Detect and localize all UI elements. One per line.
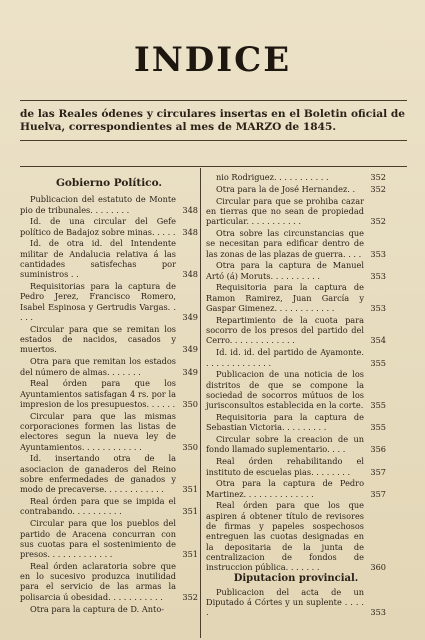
entry-text: Publicacion del acta de un Diputado á Córtes y un suplente . . . . .: [206, 586, 364, 618]
entry-text: Otra sobre las circunstancias que se necesitan para edificar dentro de las zonas de las plazas de guerra. . . .: [206, 227, 364, 259]
index-entry: [206, 456, 386, 477]
right-entry-list: [206, 172, 386, 572]
entry-page-number: 360: [370, 562, 386, 573]
section-heading-diputacion-provincial: Diputacion provincial.: [233, 573, 359, 585]
index-entry: [20, 238, 198, 279]
entry-page-number: 353: [370, 248, 386, 259]
entry-text: Circular para que los pueblos del partido de Aracena concurran con sus cuotas para el sostenimiento de presos. . . . . . . . . . . . .: [20, 518, 176, 560]
index-entry: [20, 561, 198, 602]
index-right-column: [206, 172, 386, 619]
index-entry: [206, 184, 386, 194]
entry-page-number: 355: [370, 422, 386, 433]
index-entry: [206, 412, 386, 433]
index-entry: [20, 411, 198, 452]
entry-text: Requisitoria para la captura de Ramon Ramirez, Juan García y Gaspar Gimenez. . . . . . . . . . . .: [206, 282, 364, 314]
entry-page-number: 353: [370, 607, 386, 618]
entry-page-number: 357: [370, 488, 386, 499]
index-entry: [20, 216, 198, 237]
entry-text: Otra para la de José Hernandez. .: [216, 183, 356, 194]
index-entry: [20, 604, 198, 614]
entry-page-number: 350: [182, 398, 198, 409]
entry-page-number: 348: [182, 204, 198, 215]
index-entry: [206, 347, 386, 368]
entry-page-number: 348: [182, 226, 198, 237]
entry-page-number: 352: [182, 591, 198, 602]
entry-text: Real órden para que los Ayuntamientos satisfagan 4 rs. por la impresion de los presupuestos. . . . . .: [20, 378, 176, 409]
index-entry: [206, 315, 386, 346]
entry-text: Id. id. id. del partido de Ayamonte. . . . . . . . . . . . . .: [206, 347, 364, 368]
entry-text: Circular sobre la creacion de un fondo llamado suplementario. . . .: [206, 434, 364, 455]
entry-page-number: 349: [182, 344, 198, 355]
columns-top-rule: [20, 166, 407, 167]
entry-page-number: 351: [182, 484, 198, 495]
title-rule: [20, 100, 407, 101]
section-heading-gobierno-politico: Gobierno Político.: [55, 177, 163, 189]
index-entry: [206, 587, 386, 618]
entry-page-number: 351: [182, 506, 198, 517]
entry-page-number: 352: [370, 172, 386, 182]
entry-text: Real órden para que los que aspiren á obtener título de revisores de firmas y papeles sospechosos entreguen las cuotas designadas en la depositaria de la junta de centralizacion de fondos de instruccion pública. . . . . . .: [206, 500, 364, 573]
entry-page-number: 356: [370, 444, 386, 455]
entry-text: Real órden aclaratoria sobre que en lo sucesivo produzca inutilidad para el servicio de las armas la polisarcia ú obesidad. . . . . . . . . . .: [20, 560, 176, 602]
entry-text: Real órden rehabilitando el instituto de escuelas pias. . . . . . . .: [206, 456, 364, 477]
index-entry: [206, 228, 386, 259]
index-entry: [206, 282, 386, 313]
entry-page-number: 348: [182, 269, 198, 280]
entry-page-number: 352: [370, 183, 386, 194]
entry-page-number: 353: [370, 303, 386, 314]
entry-text: Otra para que remitan los estados del número de almas. . . . . . .: [20, 356, 176, 377]
index-entry: [206, 434, 386, 455]
column-divider: [200, 168, 201, 638]
entry-text: Requisitorias para la captura de Pedro Jerez, Francisco Romero, Isabel Espinosa y Gertrudis Vargas. . . . .: [20, 281, 176, 323]
index-entry: [206, 196, 386, 227]
entry-text: Real órden para que se impida el contrabando. . . . . . . . . .: [20, 496, 176, 517]
entry-text: Publicacion de una noticia de los distritos de que se compone la sociedad de socorros mútuos de los jurisconsultos establecida en la corte.: [206, 369, 364, 411]
left-entry-list: [20, 194, 198, 614]
index-entry: [206, 369, 386, 410]
entry-text: Circular para que las mismas corporaciones formen las listas de electores segun la nueva ley de Ayuntamientos. . . . . . . . . . . .: [20, 410, 176, 452]
index-entry: [20, 518, 198, 559]
entry-page-number: 357: [370, 466, 386, 477]
index-entry: [20, 378, 198, 409]
page-title: INDICE: [133, 40, 292, 80]
index-entry: [20, 281, 198, 322]
index-left-column: [20, 172, 198, 615]
entry-page-number: 350: [182, 441, 198, 452]
entry-text: Id. de otra id. del Intendente militar de Andalucia relativa á las cantidades satisfechas por suministros . .: [20, 238, 176, 280]
entry-text: Otra para la captura de Manuel Artó (á) Moruts. . . . . . . . . .: [206, 260, 364, 281]
index-entry: [206, 172, 386, 182]
index-entry: [20, 324, 198, 355]
index-entry: [20, 453, 198, 494]
entry-text: Repartimiento de la cuota para socorro de los presos del partido del Cerro. . . . . . . . . . . . .: [206, 314, 364, 346]
index-entry: [20, 356, 198, 377]
entry-text: nio Rodriguez. . . . . . . . . . .: [216, 172, 329, 182]
index-entry: [206, 478, 386, 499]
entry-text: Circular para que se remitan los estados de nacidos, casados y muertos.: [20, 323, 176, 355]
page-subtitle: de las Reales ódenes y circulares insertas en el Boletin oficial de Huelva, correspondientes al mes de MARZO de 1845.: [20, 108, 405, 133]
entry-text: Otra para la captura de D. Anto-: [30, 603, 165, 614]
entry-page-number: 349: [182, 312, 198, 323]
entry-text: Id. de una circular del Gefe político de Badajoz sobre minas. . . . .: [20, 216, 176, 237]
entry-page-number: 353: [370, 270, 386, 281]
subtitle-rule: [20, 140, 407, 141]
entry-text: Circular para que se prohiba cazar en tierras que no sean de propiedad particular. . . . . . . . . . .: [206, 195, 364, 227]
entry-page-number: 352: [370, 216, 386, 227]
entry-page-number: 355: [370, 400, 386, 411]
entry-page-number: 349: [182, 366, 198, 377]
entry-page-number: 354: [370, 335, 386, 346]
entry-page-number: 351: [182, 549, 198, 560]
entry-page-number: 355: [370, 357, 386, 368]
entry-text: Otra para la captura de Pedro Martinez. . . . . . . . . . . . . .: [206, 478, 364, 499]
index-entry: [20, 496, 198, 517]
entry-text: Requisitoria para la captura de Sebastian Victoria. . . . . . . . .: [206, 412, 364, 433]
index-entry: [206, 500, 386, 572]
index-entry: [20, 194, 198, 215]
index-entry: [206, 260, 386, 281]
right-entry-list-2: [206, 587, 386, 618]
entry-text: Id. insertando otra de la asociacion de ganaderos del Reino sobre enfermedades de ganados y modo de precaverse. . . . . . . . . . . .: [20, 453, 176, 495]
entry-text: Publicacion del estatuto de Monte pio de tribunales. . . . . . . .: [20, 194, 176, 215]
